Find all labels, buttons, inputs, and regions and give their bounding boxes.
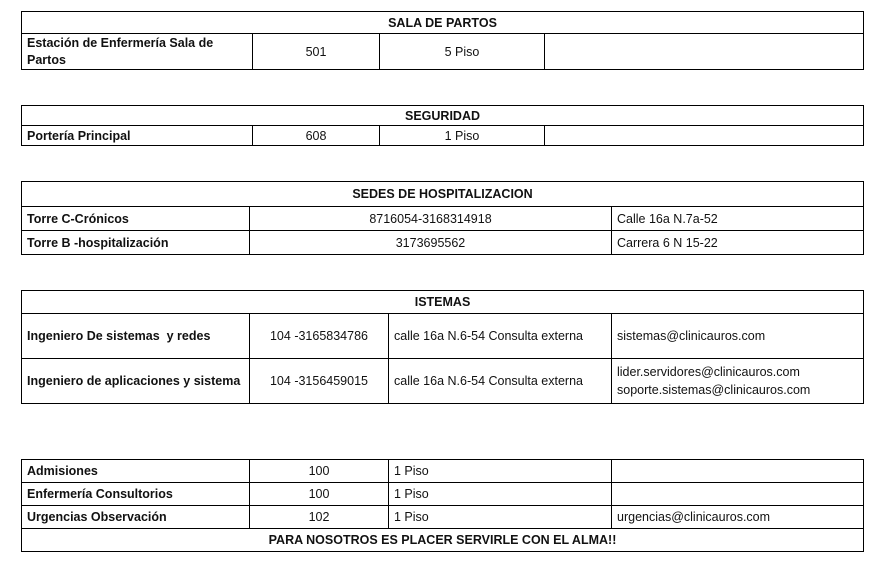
- table-row: [22, 483, 864, 506]
- table-row: [22, 231, 864, 255]
- extension: 100: [250, 483, 389, 506]
- location: 1 Piso: [389, 506, 612, 529]
- email-link[interactable]: soporte.sistemas@clinicauros.com: [617, 383, 811, 397]
- email-link[interactable]: lider.servidores@clinicauros.com: [617, 365, 800, 379]
- address: Carrera 6 N 15-22: [612, 231, 864, 255]
- section-header: SALA DE PARTOS: [22, 12, 864, 34]
- sistemas-table: [21, 290, 864, 404]
- section-header: SEGURIDAD: [22, 106, 864, 126]
- extension: 501: [253, 34, 380, 70]
- service-name: Estación de Enfermería Sala de Partos: [22, 34, 253, 70]
- seguridad-table: [21, 105, 864, 146]
- phone: 8716054-3168314918: [250, 207, 612, 231]
- table-row: [22, 126, 864, 146]
- phone: 104 -3156459015: [250, 359, 389, 404]
- service-name: Portería Principal: [22, 126, 253, 146]
- table-row: [22, 506, 864, 529]
- table-row: [22, 460, 864, 483]
- service-name: Admisiones: [22, 460, 250, 483]
- phone: 104 -3165834786: [250, 314, 389, 359]
- location: 1 Piso: [389, 460, 612, 483]
- section-header: ISTEMAS: [22, 291, 864, 314]
- empty-cell: [545, 126, 864, 146]
- address: calle 16a N.6-54 Consulta externa: [389, 314, 612, 359]
- email-cell: [612, 483, 864, 506]
- footer-slogan: PARA NOSOTROS ES PLACER SERVIRLE CON EL ALMA!!: [22, 529, 864, 552]
- email-link[interactable]: urgencias@clinicauros.com: [612, 506, 864, 529]
- site-name: Torre B -hospitalización: [22, 231, 250, 255]
- email-cell: [612, 460, 864, 483]
- email-cell: [612, 314, 864, 359]
- phone: 3173695562: [250, 231, 612, 255]
- table-row: [22, 359, 864, 404]
- role-name: Ingeniero de aplicaciones y sistema: [22, 359, 250, 404]
- sala-de-partos-table: [21, 11, 864, 70]
- email-cell: [612, 359, 864, 404]
- sedes-table: [21, 181, 864, 255]
- role-name: Ingeniero De sistemas y redes: [22, 314, 250, 359]
- general-table: [21, 459, 864, 552]
- location: 1 Piso: [389, 483, 612, 506]
- service-name: Urgencias Observación: [22, 506, 250, 529]
- address: Calle 16a N.7a-52: [612, 207, 864, 231]
- section-header: SEDES DE HOSPITALIZACION: [22, 182, 864, 207]
- location: 1 Piso: [380, 126, 545, 146]
- service-name: Enfermería Consultorios: [22, 483, 250, 506]
- extension: 100: [250, 460, 389, 483]
- table-row: [22, 34, 864, 70]
- location: 5 Piso: [380, 34, 545, 70]
- site-name: Torre C-Crónicos: [22, 207, 250, 231]
- empty-cell: [545, 34, 864, 70]
- extension: 608: [253, 126, 380, 146]
- table-row: [22, 314, 864, 359]
- address: calle 16a N.6-54 Consulta externa: [389, 359, 612, 404]
- email-link[interactable]: sistemas@clinicauros.com: [617, 329, 766, 343]
- table-row: [22, 207, 864, 231]
- extension: 102: [250, 506, 389, 529]
